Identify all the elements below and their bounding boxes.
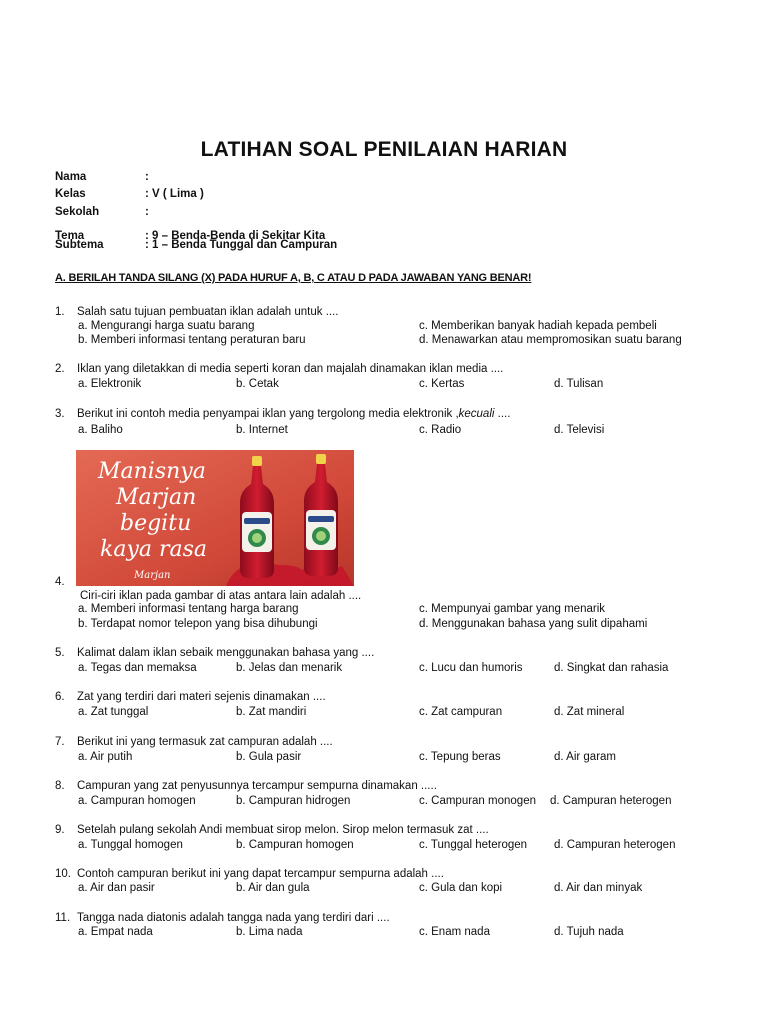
info-value: :	[145, 206, 149, 218]
option-d[interactable]: d. Televisi	[554, 424, 605, 436]
question-stem: Iklan yang diletakkan di media seperti koran dan majalah dinamakan iklan media ....	[77, 363, 504, 375]
ad-line-4: kaya rasa	[100, 537, 208, 562]
option-c[interactable]: c. Zat campuran	[419, 706, 503, 718]
question-number: 6.	[55, 691, 65, 703]
option-b[interactable]: b. Gula pasir	[236, 751, 302, 763]
option-c[interactable]: c. Memberikan banyak hadiah kepada pembeli	[419, 320, 657, 332]
option-a[interactable]: a. Campuran homogen	[78, 795, 196, 807]
question-stem: Contoh campuran berikut ini yang dapat tercampur sempurna adalah ....	[77, 868, 444, 880]
info-label: Tema	[55, 230, 85, 242]
option-d[interactable]: d. Campuran heterogen	[554, 839, 676, 851]
option-a[interactable]: a. Baliho	[78, 424, 123, 436]
question-stem: Zat yang terdiri dari materi sejenis dinamakan ....	[77, 691, 326, 703]
info-value: :	[145, 171, 149, 183]
option-d[interactable]: d. Campuran heterogen	[550, 795, 672, 807]
option-a[interactable]: a. Memberi informasi tentang harga barang	[78, 603, 299, 615]
option-d[interactable]: d. Menawarkan atau mempromosikan suatu barang	[419, 334, 682, 346]
option-c[interactable]: c. Lucu dan humoris	[419, 662, 523, 674]
info-label: Subtema	[55, 239, 104, 251]
question-number: 8.	[55, 780, 65, 792]
option-b[interactable]: b. Jelas dan menarik	[236, 662, 343, 674]
option-b[interactable]: b. Zat mandiri	[236, 706, 307, 718]
option-d[interactable]: d. Tulisan	[554, 378, 604, 390]
option-d[interactable]: d. Menggunakan bahasa yang sulit dipahami	[419, 618, 648, 630]
section-instruction: A. BERILAH TANDA SILANG (X) PADA HURUF A, B, C ATAU D PADA JAWABAN YANG BENAR!	[55, 272, 532, 284]
question-stem: Tangga nada diatonis adalah tangga nada yang terdiri dari ....	[77, 912, 390, 924]
question-number: 10.	[55, 868, 71, 880]
option-c[interactable]: c. Tepung beras	[419, 751, 501, 763]
question-number: 9.	[55, 824, 65, 836]
info-value: : 9 – Benda-Benda di Sekitar Kita	[145, 230, 326, 242]
info-value: : V ( Lima )	[145, 188, 204, 200]
info-label: Kelas	[55, 188, 86, 200]
option-c[interactable]: c. Campuran monogen	[419, 795, 536, 807]
option-d[interactable]: d. Air dan minyak	[554, 882, 643, 894]
option-a[interactable]: a. Air dan pasir	[78, 882, 155, 894]
option-a[interactable]: a. Tunggal homogen	[78, 839, 183, 851]
option-a[interactable]: a. Mengurangi harga suatu barang	[78, 320, 255, 332]
option-c[interactable]: c. Gula dan kopi	[419, 882, 503, 894]
question-number: 3.	[55, 408, 65, 420]
ad-brand-logo: Marjan	[134, 570, 171, 581]
option-c[interactable]: c. Radio	[419, 424, 462, 436]
option-a[interactable]: a. Air putih	[78, 751, 133, 763]
option-b[interactable]: b. Memberi informasi tentang peraturan baru	[78, 334, 306, 346]
info-label: Sekolah	[55, 206, 100, 218]
question-stem: Campuran yang zat penyusunnya tercampur sempurna dinamakan .....	[77, 780, 437, 792]
question-number: 1.	[55, 306, 65, 318]
info-value: : 1 – Benda Tunggal dan Campuran	[145, 239, 338, 251]
question-number: 11.	[55, 912, 71, 924]
option-a[interactable]: a. Elektronik	[78, 378, 142, 390]
question-stem: Setelah pulang sekolah Andi membuat sirop melon. Sirop melon termasuk zat ....	[77, 824, 489, 836]
question-stem: Berikut ini yang termasuk zat campuran adalah ....	[77, 736, 333, 748]
option-d[interactable]: d. Air garam	[554, 751, 616, 763]
option-b[interactable]: b. Cetak	[236, 378, 279, 390]
option-d[interactable]: d. Zat mineral	[554, 706, 625, 718]
option-b[interactable]: b. Lima nada	[236, 926, 303, 938]
question-stem: Kalimat dalam iklan sebaik menggunakan bahasa yang ....	[77, 647, 375, 659]
option-c[interactable]: c. Tunggal heterogen	[419, 839, 528, 851]
option-a[interactable]: a. Empat nada	[78, 926, 153, 938]
question-number: 7.	[55, 736, 65, 748]
option-b[interactable]: b. Campuran homogen	[236, 839, 354, 851]
question-number: 4.	[55, 576, 65, 588]
option-c[interactable]: c. Mempunyai gambar yang menarik	[419, 603, 605, 615]
option-d[interactable]: d. Tujuh nada	[554, 926, 624, 938]
question-number: 5.	[55, 647, 65, 659]
option-b[interactable]: b. Campuran hidrogen	[236, 795, 351, 807]
option-b[interactable]: b. Air dan gula	[236, 882, 310, 894]
question-stem: Salah satu tujuan pembuatan iklan adalah untuk ....	[77, 306, 339, 318]
stem-italic: kecuali	[458, 408, 495, 420]
ad-line-2: Marjan	[116, 485, 197, 510]
stem-text: Berikut ini contoh media penyampai iklan yang tergolong media elektronik ,	[77, 408, 459, 420]
question-number: 2.	[55, 363, 65, 375]
ad-line-3: begitu	[120, 511, 192, 536]
option-a[interactable]: a. Zat tunggal	[78, 706, 149, 718]
question-stem: Ciri-ciri iklan pada gambar di atas antara lain adalah ....	[80, 590, 362, 602]
option-a[interactable]: a. Tegas dan memaksa	[78, 662, 197, 674]
marjan-ad-image	[76, 450, 354, 586]
ad-line-1: Manisnya	[98, 459, 206, 484]
option-b[interactable]: b. Terdapat nomor telepon yang bisa dihubungi	[78, 618, 318, 630]
stem-tail: ....	[494, 408, 511, 420]
option-c[interactable]: c. Kertas	[419, 378, 465, 390]
option-d[interactable]: d. Singkat dan rahasia	[554, 662, 669, 674]
info-label: Nama	[55, 171, 87, 183]
option-c[interactable]: c. Enam nada	[419, 926, 490, 938]
question-stem	[77, 408, 510, 420]
page-title: LATIHAN SOAL PENILAIAN HARIAN	[200, 138, 568, 161]
option-b[interactable]: b. Internet	[236, 424, 288, 436]
